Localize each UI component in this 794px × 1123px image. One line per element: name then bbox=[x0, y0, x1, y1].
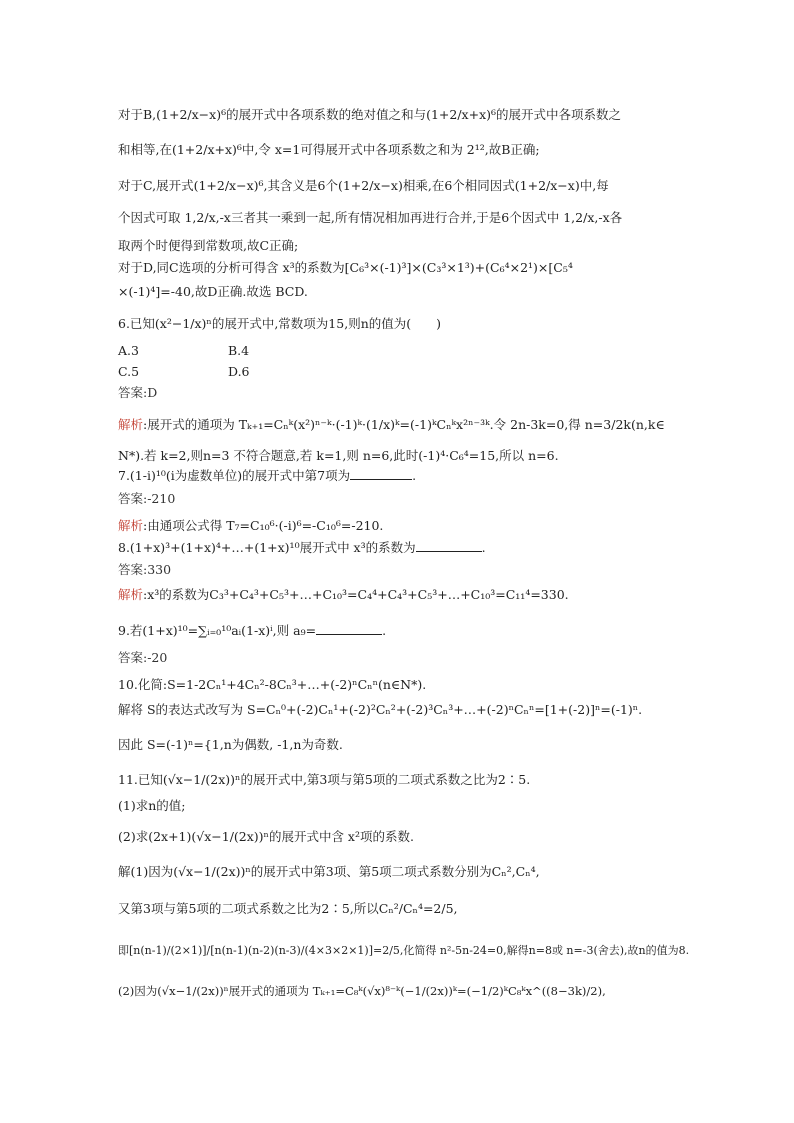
question-6: 6.已知(x²−1/x)ⁿ的展开式中,常数项为15,则n的值为( ) bbox=[118, 316, 441, 331]
answer-blank bbox=[416, 540, 482, 552]
solution-11-line-1: 解(1)因为(√x−1/(2x))ⁿ的展开式中第3项、第5项二项式系数分别为Cₙ²,Cₙ⁴, bbox=[118, 864, 540, 879]
answer-8: 答案:330 bbox=[118, 562, 172, 577]
question-10: 10.化简:S=1-2Cₙ¹+4Cₙ²-8Cₙ³+…+(-2)ⁿCₙⁿ(n∈N*). bbox=[118, 677, 427, 692]
solution-10-line-1: 解将 S的表达式改写为 S=Cₙ⁰+(-2)Cₙ¹+(-2)²Cₙ²+(-2)³Cₙ³+…+(-2)ⁿCₙⁿ=[1+(-2)]ⁿ=(-1)ⁿ. bbox=[118, 702, 643, 717]
answer-6: 答案:D bbox=[118, 385, 158, 400]
line-4: 个因式可取 1,2/x,-x三者其一乘到一起,所有情况相加再进行合并,于是6个因式中 1,2/x,-x各 bbox=[118, 210, 623, 225]
question-7: 7.(1-i)¹⁰(i为虚数单位)的展开式中第7项为 . bbox=[118, 468, 417, 483]
question-11: 11.已知(√x−1/(2x))ⁿ的展开式中,第3项与第5项的二项式系数之比为2∶5. bbox=[118, 772, 531, 787]
option-c: C.5 bbox=[118, 364, 140, 379]
line-5: 取两个时便得到常数项,故C正确; bbox=[118, 238, 299, 253]
analysis-6-line-2: N*).若 k=2,则n=3 不符合题意,若 k=1,则 n=6,此时(-1)⁴·C₆⁴=15,所以 n=6. bbox=[118, 448, 559, 463]
analysis-label: 解析 bbox=[118, 417, 144, 432]
option-b: B.4 bbox=[228, 343, 250, 358]
question-9: 9.若(1+x)¹⁰=∑ᵢ₌₀¹⁰aᵢ(1-x)ⁱ,则 a₉= . bbox=[118, 623, 387, 638]
line-2: 和相等,在(1+2/x+x)⁶中,令 x=1可得展开式中各项系数之和为 2¹²,故B正确; bbox=[118, 142, 540, 157]
line-7: ×(-1)⁴]=-40,故D正确.故选 BCD. bbox=[118, 284, 308, 299]
line-1: 对于B,(1+2/x−x)⁶的展开式中各项系数的绝对值之和与(1+2/x+x)⁶的展开式中各项系数之 bbox=[118, 107, 622, 122]
line-3: 对于C,展开式(1+2/x−x)⁶,其含义是6个(1+2/x−x)相乘,在6个相同因式(1+2/x−x)中,每 bbox=[118, 178, 609, 193]
solution-11-line-3: 即[n(n-1)/(2×1)]/[n(n-1)(n-2)(n-3)/(4×3×2×1)]=2/5,化简得 n²-5n-24=0,解得n=8或 n=-3(舍去),故n的值为8. bbox=[118, 944, 690, 957]
option-a: A.3 bbox=[118, 343, 139, 358]
solution-11-line-2: 又第3项与第5项的二项式系数之比为2∶5,所以Cₙ²/Cₙ⁴=2/5, bbox=[118, 901, 458, 916]
solution-10-line-2: 因此 S=(-1)ⁿ={1,n为偶数, -1,n为奇数. bbox=[118, 737, 343, 752]
answer-7: 答案:-210 bbox=[118, 491, 176, 506]
line-6: 对于D,同C选项的分析可得含 x³的系数为[C₆³×(-1)³]×(C₃³×1³)+(C₆⁴×2¹)×[C₅⁴ bbox=[118, 260, 573, 275]
question-8: 8.(1+x)³+(1+x)⁴+…+(1+x)¹⁰展开式中 x³的系数为 . bbox=[118, 540, 486, 555]
option-d: D.6 bbox=[228, 364, 250, 379]
analysis-6-line-1: 解析:展开式的通项为 Tₖ₊₁=Cₙᵏ(x²)ⁿ⁻ᵏ·(-1)ᵏ·(1/x)ᵏ=(-1)ᵏCₙᵏx²ⁿ⁻³ᵏ.令 2n-3k=0,得 n=3/2k(n,k∈ bbox=[118, 417, 665, 432]
analysis-label: 解析 bbox=[118, 518, 144, 533]
solution-11-line-4: (2)因为(√x−1/(2x))ⁿ展开式的通项为 Tₖ₊₁=C₈ᵏ(√x)⁸⁻ᵏ(−1/(2x))ᵏ=(−1/2)ᵏC₈ᵏx^((8−3k)/2), bbox=[118, 984, 606, 998]
answer-9: 答案:-20 bbox=[118, 650, 168, 665]
question-11-part-2: (2)求(2x+1)(√x−1/(2x))ⁿ的展开式中含 x²项的系数. bbox=[118, 829, 414, 844]
analysis-8: 解析:x³的系数为C₃³+C₄³+C₅³+…+C₁₀³=C₄⁴+C₄³+C₅³+…+C₁₀³=C₁₁⁴=330. bbox=[118, 587, 569, 602]
answer-blank bbox=[316, 623, 382, 635]
question-11-part-1: (1)求n的值; bbox=[118, 798, 186, 813]
analysis-label: 解析 bbox=[118, 587, 144, 602]
analysis-7: 解析:由通项公式得 T₇=C₁₀⁶·(-i)⁶=-C₁₀⁶=-210. bbox=[118, 518, 384, 533]
answer-blank bbox=[350, 468, 412, 480]
